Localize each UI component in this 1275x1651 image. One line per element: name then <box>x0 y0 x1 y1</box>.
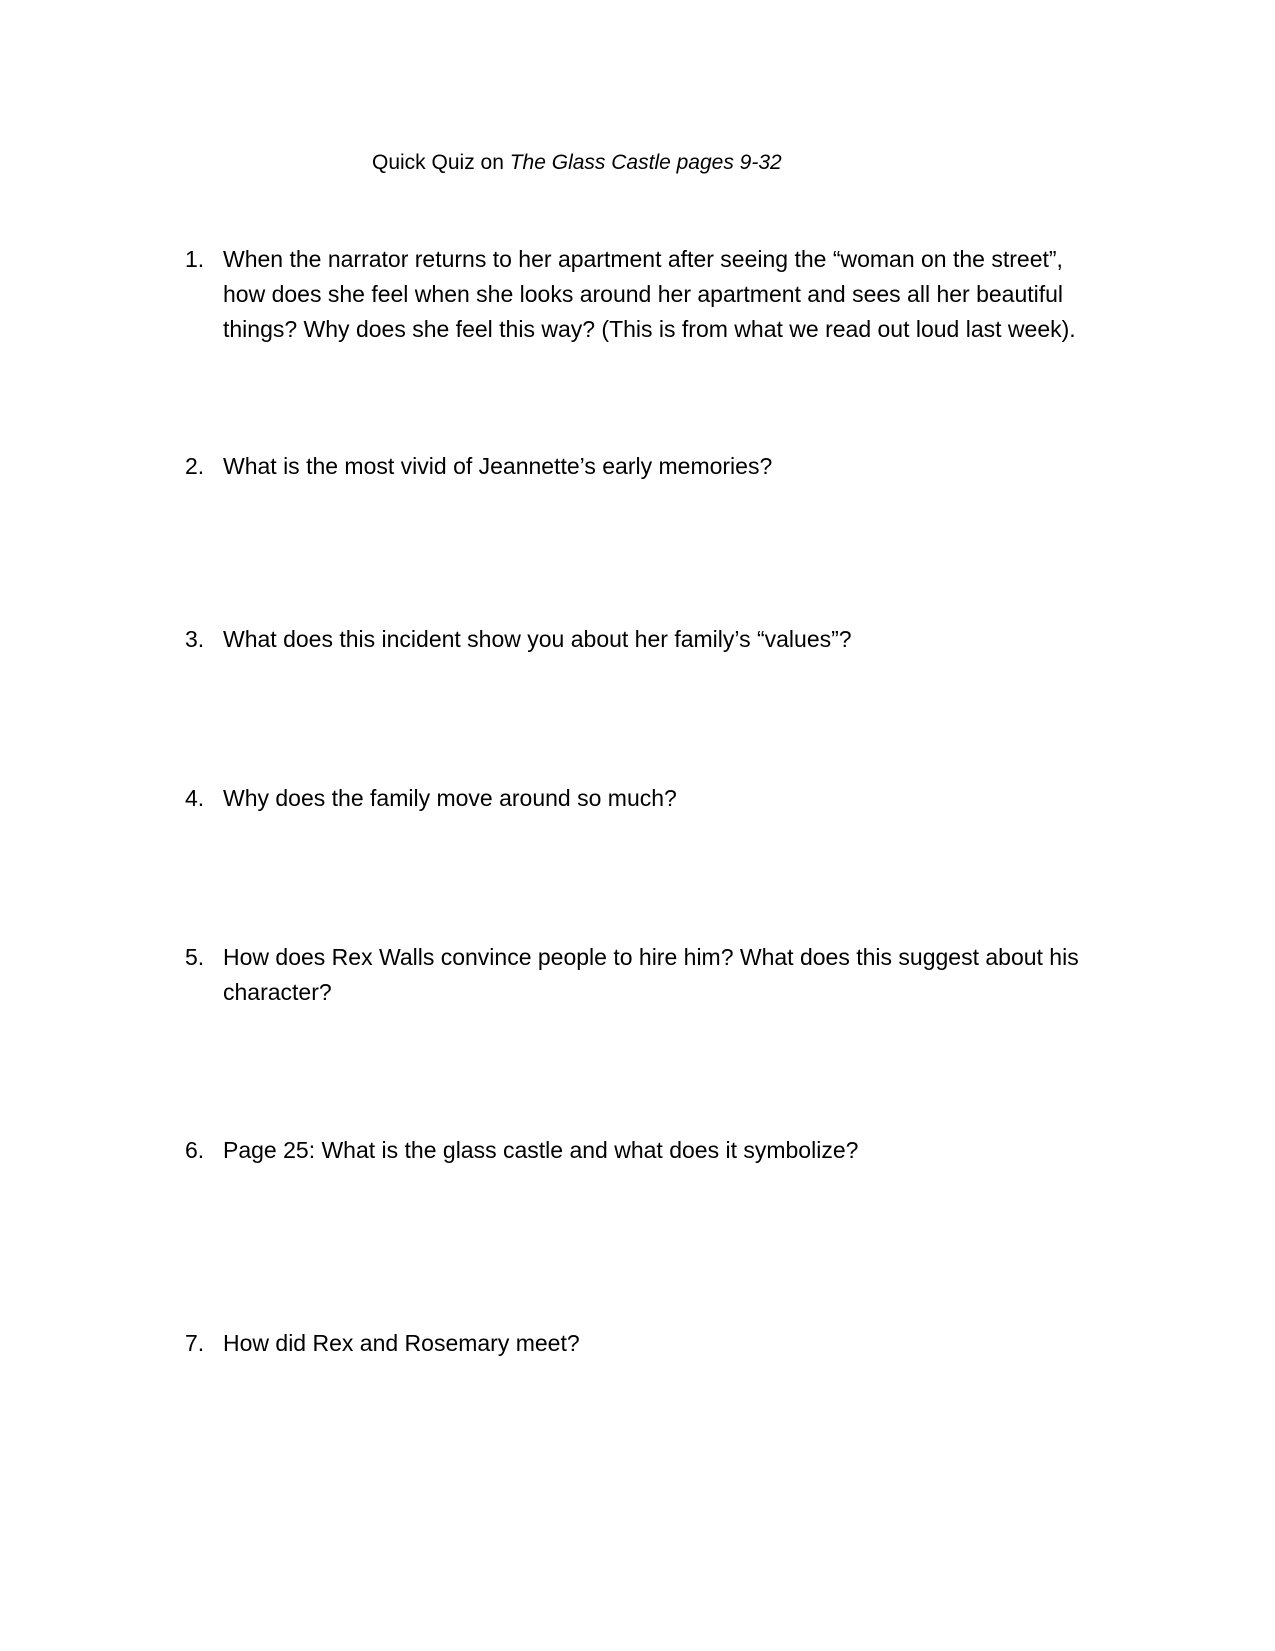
question-text <box>223 622 1085 657</box>
question-number: 1. <box>185 246 205 272</box>
question-text-line: Page 25: What is the glass castle and what does it symbolize? <box>223 1137 859 1163</box>
question-text <box>223 242 1085 347</box>
question-number: 7. <box>185 1330 205 1356</box>
question-text <box>223 449 1085 484</box>
question-text-line: How does Rex Walls convince people to hire him? What does this suggest about his <box>223 944 1079 970</box>
question-text <box>223 1326 1085 1361</box>
question-2 <box>185 449 1085 484</box>
question-text <box>223 940 1085 1010</box>
question-text-line: Why does the family move around so much? <box>223 785 677 811</box>
question-text-line: how does she feel when she looks around her apartment and sees all her beautiful <box>223 281 1064 307</box>
question-3 <box>185 622 1085 657</box>
question-text <box>223 1133 1085 1168</box>
title-book-name: The Glass Castle pages 9-32 <box>509 151 782 174</box>
question-text-line: What is the most vivid of Jeannette’s early memories? <box>223 453 773 479</box>
question-5 <box>185 940 1085 1010</box>
question-1 <box>185 242 1085 347</box>
question-number: 2. <box>185 453 205 479</box>
question-7 <box>185 1326 1085 1361</box>
question-number: 6. <box>185 1137 205 1163</box>
question-number: 5. <box>185 944 205 970</box>
question-6 <box>185 1133 1085 1168</box>
question-text-line: When the narrator returns to her apartment after seeing the “woman on the street”, <box>223 246 1063 272</box>
question-text-line: How did Rex and Rosemary meet? <box>223 1330 580 1356</box>
question-number: 4. <box>185 785 205 811</box>
question-4 <box>185 781 1085 816</box>
question-text-line: things? Why does she feel this way? (This is from what we read out loud last week). <box>223 316 1076 342</box>
question-text <box>223 781 1085 816</box>
question-number: 3. <box>185 626 205 652</box>
question-text-line: What does this incident show you about her family’s “values”? <box>223 626 852 652</box>
question-text-line: character? <box>223 979 332 1005</box>
title-prefix: Quick Quiz on <box>372 151 510 174</box>
page-title <box>372 150 782 176</box>
